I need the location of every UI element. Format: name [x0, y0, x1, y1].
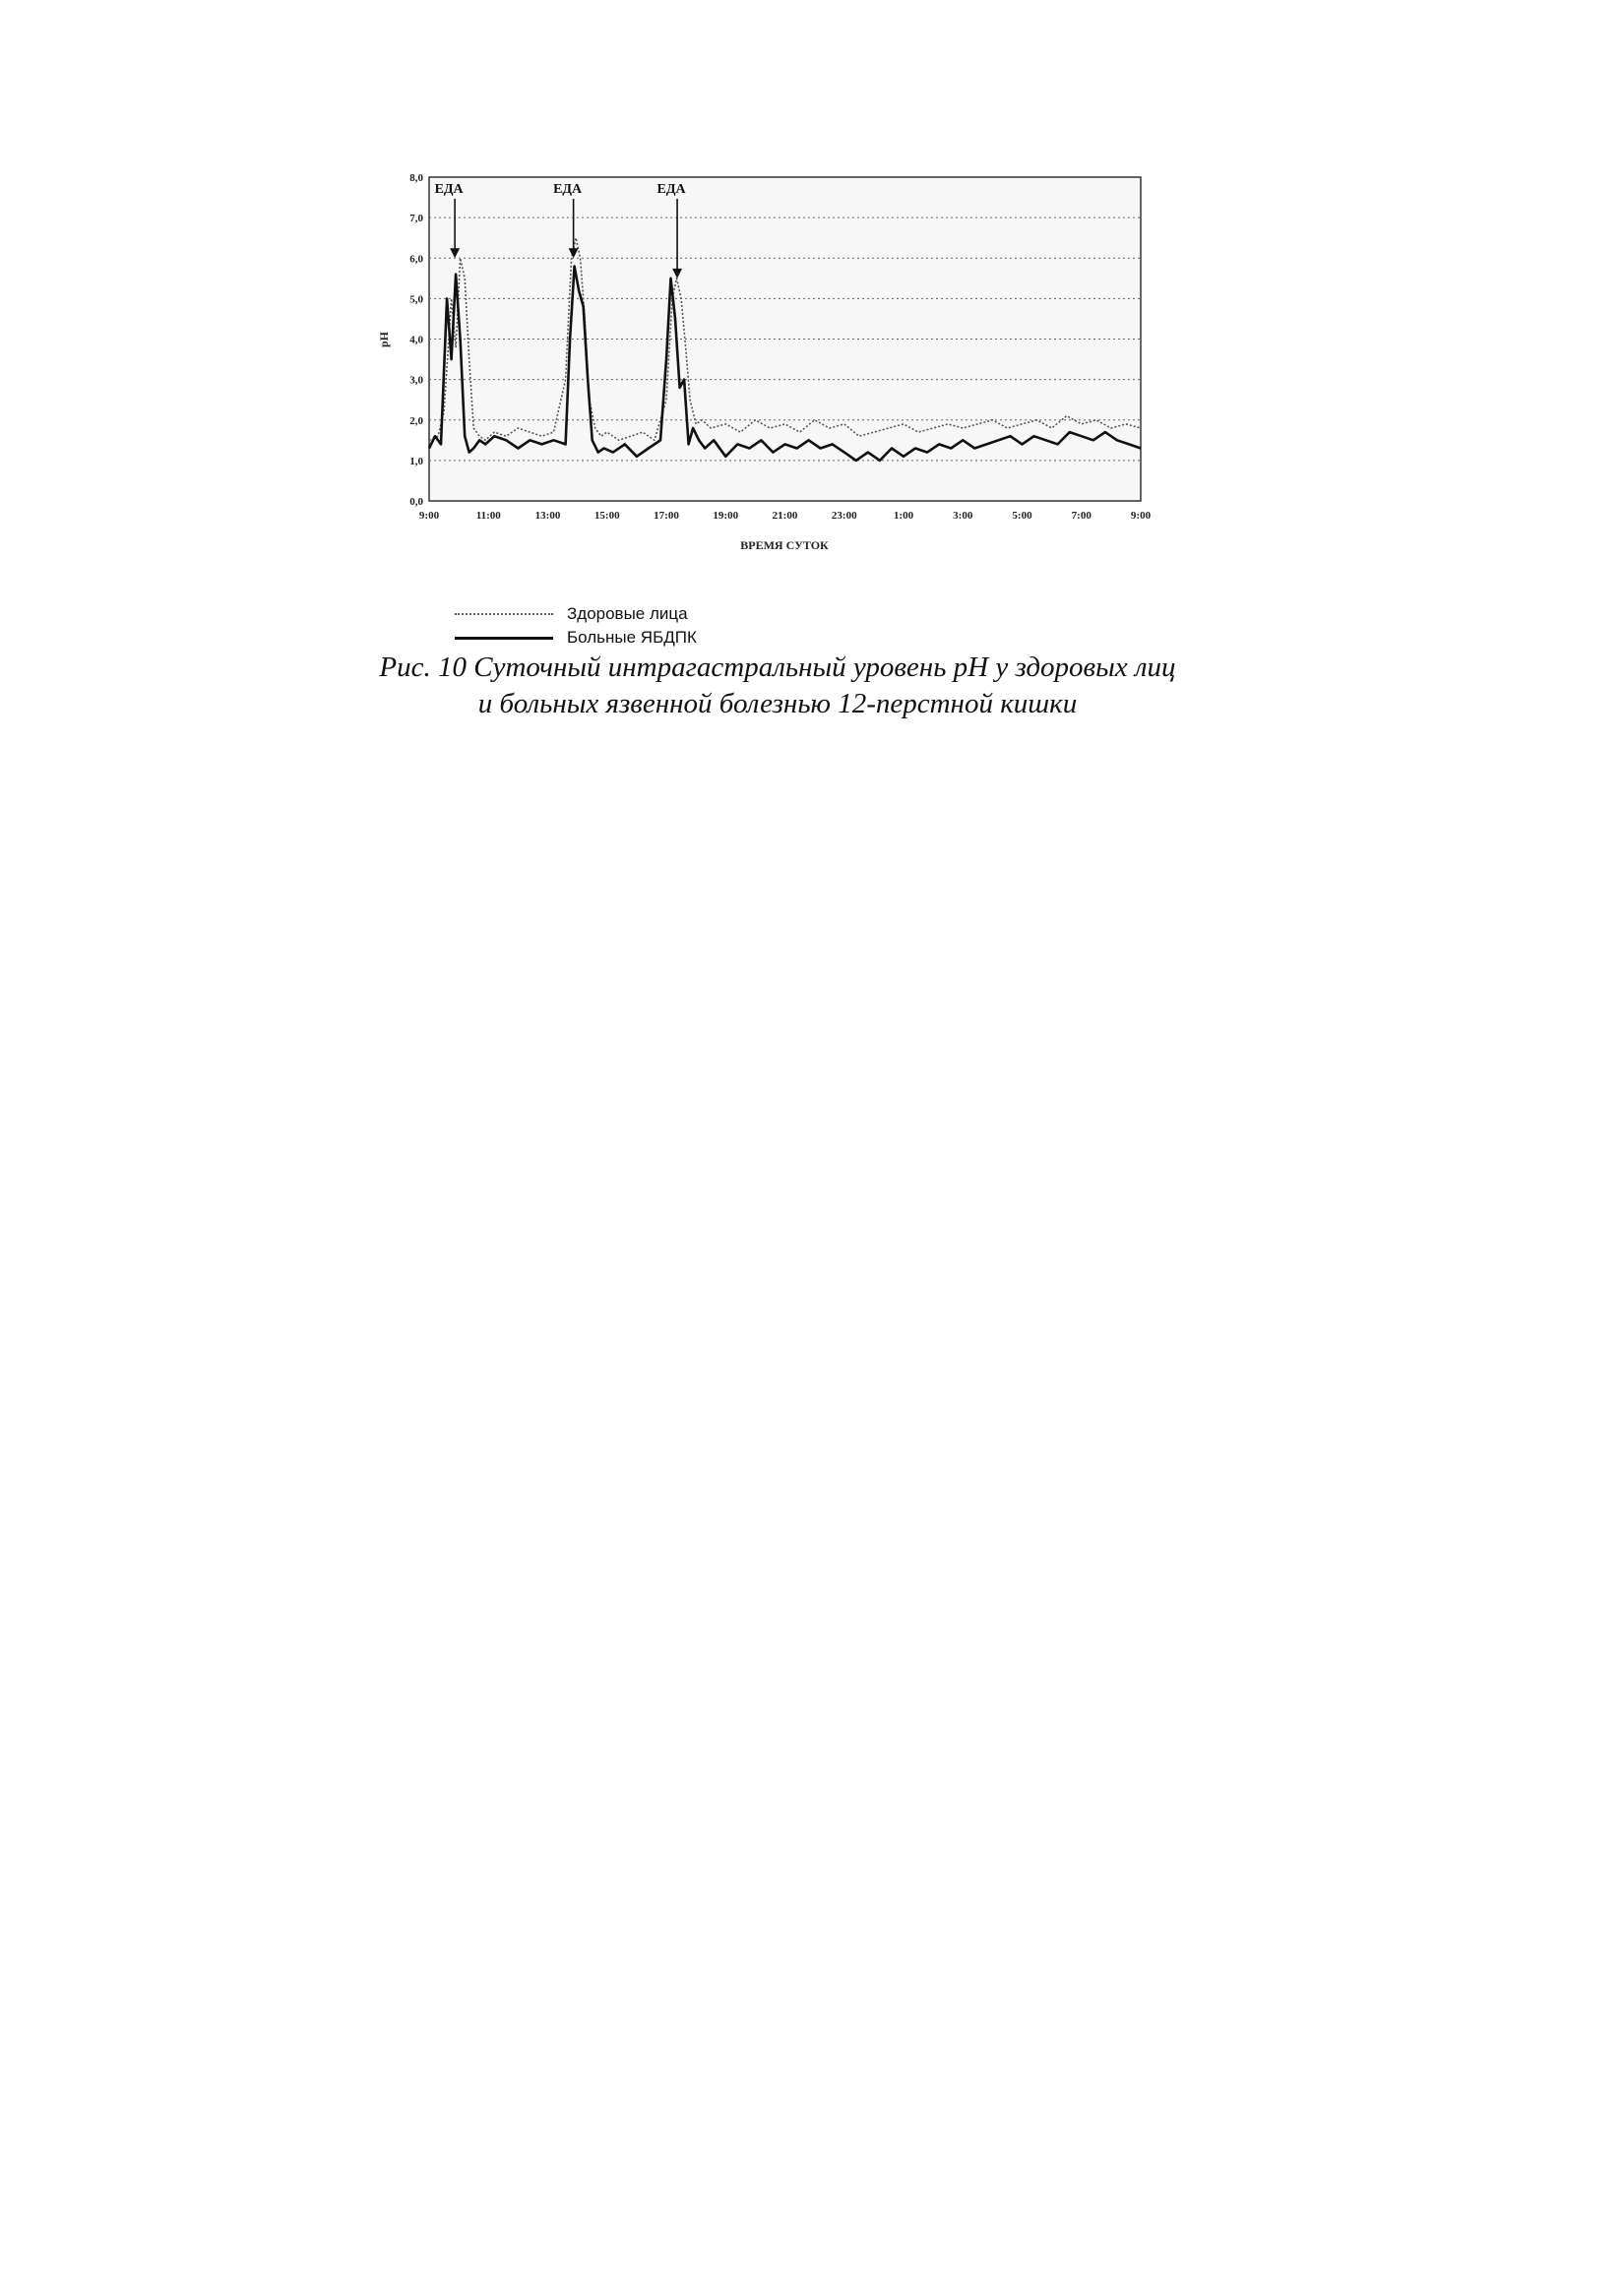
y-tick-label: 2,0	[409, 414, 423, 427]
legend-item-healthy	[455, 602, 697, 626]
x-tick-label: 3:00	[953, 510, 973, 522]
y-tick-label: 7,0	[409, 213, 423, 225]
ph-chart	[374, 157, 1161, 561]
caption-line-1: Рис. 10 Суточный интрагастральный уровень pH у здоровых лиц	[379, 652, 1176, 683]
y-tick-label: 3,0	[409, 374, 423, 387]
legend	[455, 602, 697, 650]
y-tick-label: 8,0	[409, 172, 423, 184]
legend-item-patients	[455, 626, 697, 650]
x-tick-label: 11:00	[475, 510, 501, 522]
x-tick-label: 19:00	[713, 510, 739, 522]
y-tick-label: 4,0	[409, 334, 423, 346]
x-tick-label: 13:00	[534, 510, 561, 522]
y-tick-label: 5,0	[409, 293, 423, 306]
y-axis-title: pH	[377, 331, 391, 348]
y-tick-label: 1,0	[409, 455, 423, 467]
x-tick-label: 5:00	[1012, 510, 1032, 522]
meal-label: ЕДА	[434, 182, 464, 197]
x-tick-label: 23:00	[831, 510, 857, 522]
x-tick-label: 9:00	[1130, 510, 1152, 522]
y-axis-ticks	[409, 172, 423, 508]
legend-swatch-solid	[455, 637, 553, 640]
x-tick-label: 21:00	[772, 510, 798, 522]
legend-label-healthy: Здоровые лица	[567, 604, 688, 623]
x-tick-label: 1:00	[893, 510, 914, 522]
x-axis-title: ВРЕМЯ СУТОК	[740, 538, 829, 552]
legend-label-patients: Больные ЯБДПК	[567, 628, 697, 647]
x-axis-ticks	[419, 510, 1152, 522]
x-tick-label: 15:00	[593, 510, 620, 522]
caption-line-2: и больных язвенной болезнью 12-перстной кишки	[477, 688, 1078, 719]
meal-label: ЕДА	[656, 182, 686, 197]
x-tick-label: 7:00	[1071, 510, 1092, 522]
figure-caption	[295, 650, 1260, 722]
legend-swatch-dotted	[455, 613, 553, 615]
y-tick-label: 6,0	[409, 253, 423, 266]
x-tick-label: 17:00	[654, 510, 679, 522]
y-tick-label: 0,0	[409, 496, 423, 508]
meal-label: ЕДА	[553, 182, 583, 197]
x-tick-label: 9:00	[418, 510, 440, 522]
